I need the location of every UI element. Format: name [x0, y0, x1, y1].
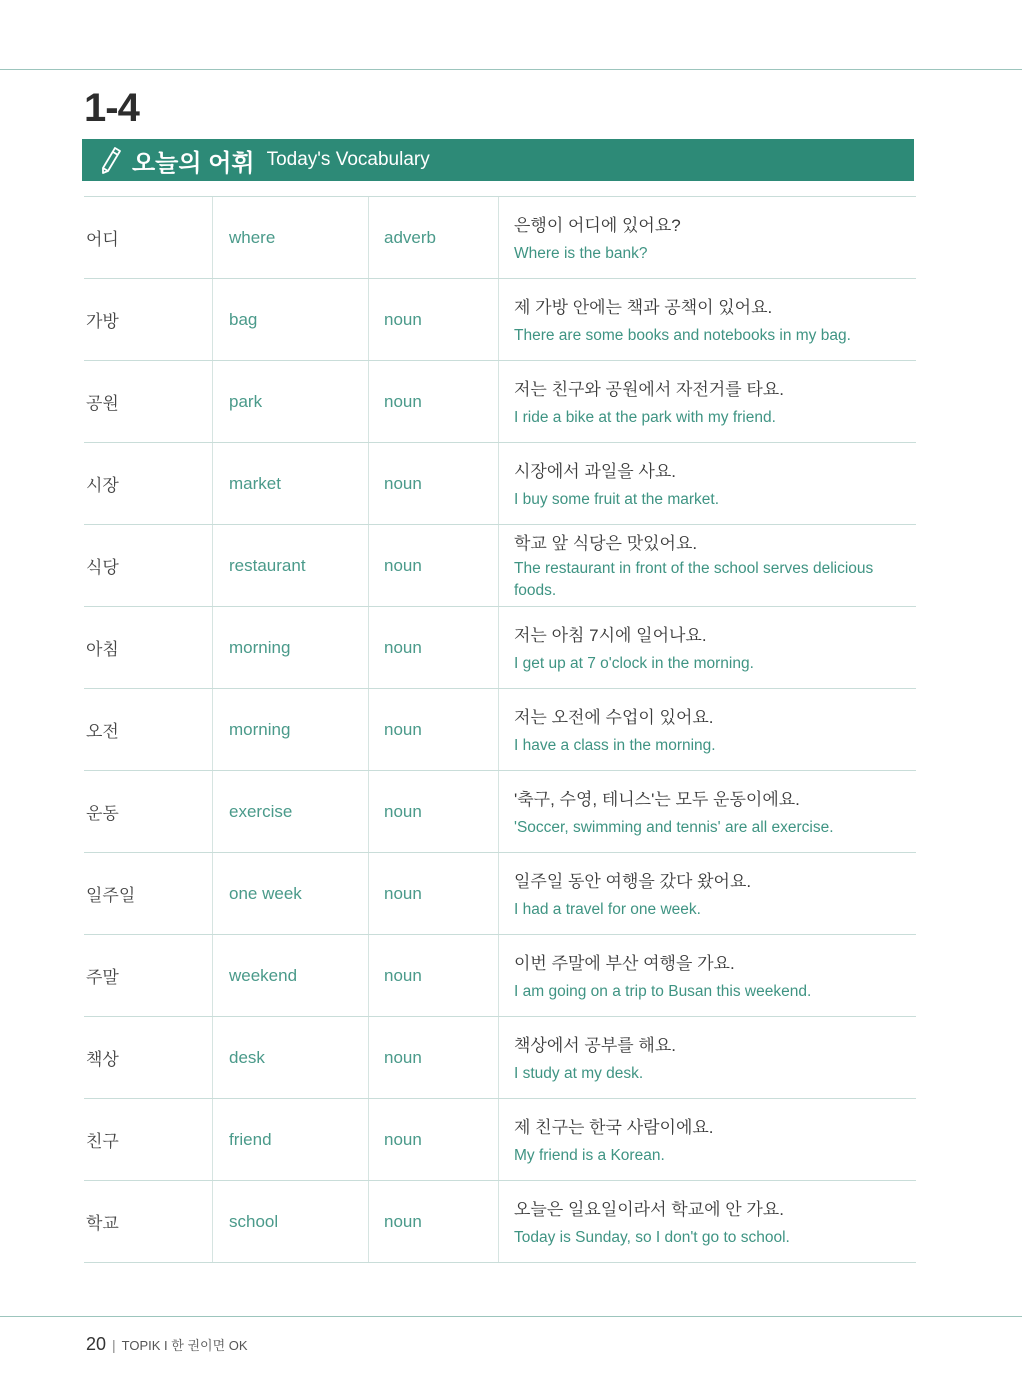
example-english: I have a class in the morning.: [514, 736, 716, 754]
page-footer: [86, 1334, 248, 1355]
vocab-row: [84, 1098, 916, 1180]
example-english: I had a travel for one week.: [514, 900, 701, 918]
example-korean: '축구, 수영, 테니스'는 모두 운동이에요.: [514, 789, 800, 809]
vocab-row: [84, 196, 916, 278]
part-of-speech: noun: [368, 525, 498, 606]
example-cell: [498, 771, 916, 852]
vocab-row: [84, 1016, 916, 1098]
example-korean: 저는 친구와 공원에서 자전거를 타요.: [514, 379, 784, 399]
vocab-row: [84, 1180, 916, 1263]
korean-word: 어디: [86, 230, 119, 249]
example-korean: 저는 아침 7시에 일어나요.: [514, 625, 707, 645]
lesson-number: 1-4: [84, 86, 139, 130]
example-cell: [498, 1181, 916, 1262]
banner-title-english: Today's Vocabulary: [266, 149, 430, 170]
example-korean: 오늘은 일요일이라서 학교에 안 가요.: [514, 1199, 784, 1219]
part-of-speech: noun: [368, 443, 498, 524]
part-of-speech: noun: [368, 853, 498, 934]
vocab-row: [84, 934, 916, 1016]
part-of-speech: adverb: [368, 197, 498, 278]
example-korean: 책상에서 공부를 해요.: [514, 1035, 676, 1055]
example-english: I am going on a trip to Busan this weekend.: [514, 982, 812, 1000]
part-of-speech: noun: [368, 1181, 498, 1262]
example-korean: 제 친구는 한국 사람이에요.: [514, 1117, 714, 1137]
part-of-speech: noun: [368, 689, 498, 770]
footer-separator: |: [112, 1336, 116, 1353]
book-title: TOPIK I 한 권이면 OK: [121, 1338, 248, 1353]
part-of-speech: noun: [368, 1099, 498, 1180]
korean-word: 공원: [86, 394, 119, 413]
example-english: I get up at 7 o'clock in the morning.: [514, 654, 754, 672]
example-cell: [498, 607, 916, 688]
english-meaning: one week: [212, 853, 368, 934]
korean-word: 오전: [86, 722, 119, 741]
korean-word: 시장: [86, 476, 119, 495]
example-cell: [498, 1099, 916, 1180]
english-meaning: where: [212, 197, 368, 278]
english-meaning: exercise: [212, 771, 368, 852]
korean-word: 학교: [86, 1214, 119, 1233]
part-of-speech: noun: [368, 935, 498, 1016]
example-english: Where is the bank?: [514, 244, 648, 262]
example-cell: [498, 443, 916, 524]
example-cell: [498, 1017, 916, 1098]
part-of-speech: noun: [368, 1017, 498, 1098]
pencil-icon: [98, 145, 124, 175]
english-meaning: restaurant: [212, 525, 368, 606]
english-meaning: friend: [212, 1099, 368, 1180]
example-korean: 일주일 동안 여행을 갔다 왔어요.: [514, 871, 752, 891]
example-korean: 이번 주말에 부산 여행을 가요.: [514, 953, 735, 973]
example-english: Today is Sunday, so I don't go to school.: [514, 1228, 790, 1246]
vocabulary-table: [84, 196, 916, 1263]
example-cell: [498, 853, 916, 934]
example-english: I study at my desk.: [514, 1064, 644, 1082]
english-meaning: park: [212, 361, 368, 442]
english-meaning: bag: [212, 279, 368, 360]
english-meaning: weekend: [212, 935, 368, 1016]
vocab-row: [84, 360, 916, 442]
vocab-row: [84, 442, 916, 524]
page-number: 20: [86, 1334, 107, 1354]
korean-word: 책상: [86, 1050, 119, 1069]
example-cell: [498, 525, 916, 606]
example-korean: 제 가방 안에는 책과 공책이 있어요.: [514, 297, 773, 317]
part-of-speech: noun: [368, 771, 498, 852]
example-cell: [498, 361, 916, 442]
korean-word: 친구: [86, 1132, 119, 1151]
vocab-row: [84, 688, 916, 770]
korean-word: 주말: [86, 968, 119, 987]
vocab-row: [84, 606, 916, 688]
english-meaning: morning: [212, 689, 368, 770]
section-banner: [82, 139, 914, 181]
example-english: The restaurant in front of the school serves delicious foods.: [514, 560, 874, 599]
example-korean: 학교 앞 식당은 맛있어요.: [514, 534, 698, 553]
english-meaning: morning: [212, 607, 368, 688]
example-english: I ride a bike at the park with my friend.: [514, 408, 776, 426]
english-meaning: market: [212, 443, 368, 524]
example-english: I buy some fruit at the market.: [514, 490, 720, 508]
bottom-divider: [0, 1316, 1022, 1317]
example-korean: 시장에서 과일을 사요.: [514, 461, 676, 481]
part-of-speech: noun: [368, 607, 498, 688]
example-korean: 저는 오전에 수업이 있어요.: [514, 707, 714, 727]
example-english: There are some books and notebooks in my bag.: [514, 326, 851, 344]
example-cell: [498, 279, 916, 360]
example-cell: [498, 689, 916, 770]
top-divider: [0, 69, 1022, 70]
vocab-row: [84, 524, 916, 606]
korean-word: 아침: [86, 640, 119, 659]
korean-word: 식당: [86, 558, 119, 577]
example-korean: 은행이 어디에 있어요?: [514, 215, 681, 235]
part-of-speech: noun: [368, 361, 498, 442]
korean-word: 운동: [86, 804, 119, 823]
example-cell: [498, 935, 916, 1016]
vocab-row: [84, 770, 916, 852]
example-cell: [498, 197, 916, 278]
part-of-speech: noun: [368, 279, 498, 360]
banner-title-korean: 오늘의 어휘: [132, 149, 255, 177]
english-meaning: school: [212, 1181, 368, 1262]
vocab-row: [84, 852, 916, 934]
korean-word: 일주일: [86, 886, 136, 905]
example-english: 'Soccer, swimming and tennis' are all exercise.: [514, 818, 834, 836]
example-english: My friend is a Korean.: [514, 1146, 665, 1164]
korean-word: 가방: [86, 312, 119, 331]
english-meaning: desk: [212, 1017, 368, 1098]
vocab-row: [84, 278, 916, 360]
